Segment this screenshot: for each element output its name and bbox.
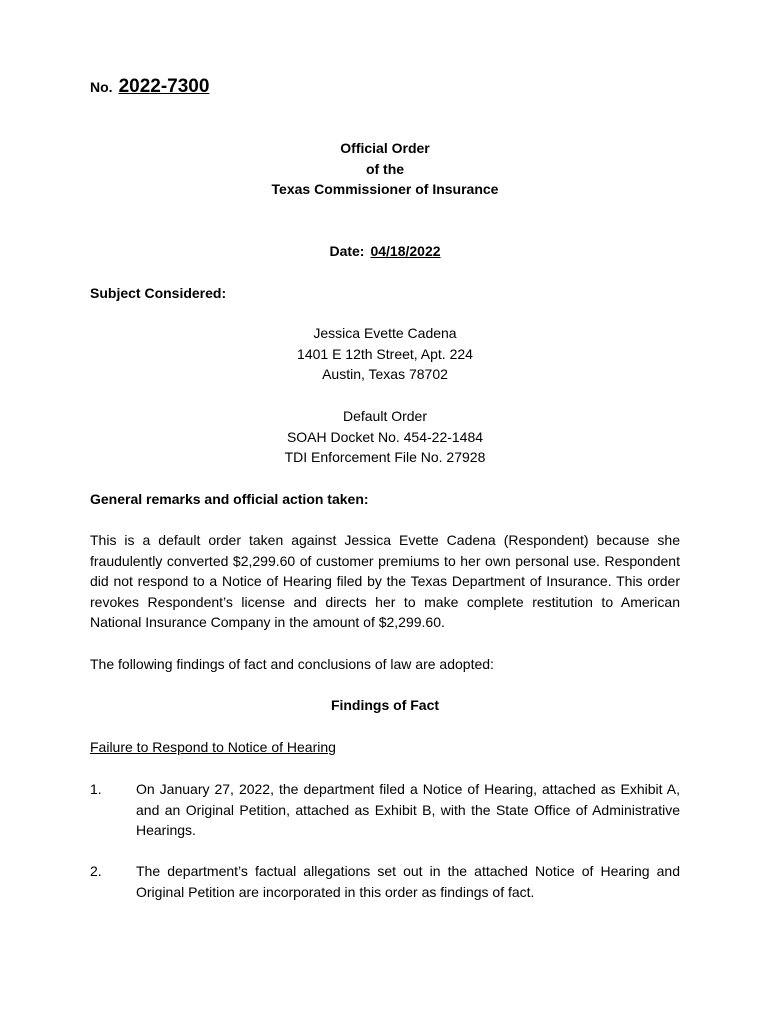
date-label: Date: bbox=[329, 243, 365, 259]
order-date bbox=[90, 241, 680, 262]
docket-info bbox=[90, 406, 680, 468]
title-line-3: Texas Commissioner of Insurance bbox=[271, 181, 499, 197]
remarks-paragraph-1: This is a default order taken against Jessica Evette Cadena (Respondent) because she fraudulently converted $2,299.60 of customer premiums to her own personal use. Respondent did not respond to a Notice of Hearing filed by the Texas Department of Insurance. This order revokes Respondent’s license and directs her to make complete restitution to American National Insurance Company in the amount of $2,299.60. bbox=[90, 532, 680, 630]
finding-item bbox=[90, 779, 680, 841]
subject-heading: Subject Considered: bbox=[90, 285, 227, 301]
date-value: 04/18/2022 bbox=[370, 243, 441, 259]
order-number-value: 2022-7300 bbox=[118, 76, 210, 97]
finding-number: 2. bbox=[90, 863, 102, 879]
soah-docket: SOAH Docket No. 454-22-1484 bbox=[286, 428, 484, 445]
remarks-heading: General remarks and official action taken: bbox=[90, 491, 369, 507]
respondent-name: Jessica Evette Cadena bbox=[313, 325, 457, 341]
order-type: Default Order bbox=[342, 408, 428, 424]
tdi-file: TDI Enforcement File No. 27928 bbox=[284, 449, 486, 465]
address-line-1: 1401 E 12th Street, Apt. 224 bbox=[297, 345, 473, 362]
remarks-paragraph-2: The following findings of fact and conclusions of law are adopted: bbox=[90, 656, 494, 672]
order-number bbox=[90, 77, 209, 98]
finding-text: The department’s factual allegations set out in the attached Notice of Hearing and Original Petition are incorporated in this order as findings of fact. bbox=[136, 863, 680, 900]
finding-number: 1. bbox=[90, 781, 102, 797]
findings-subsection: Failure to Respond to Notice of Hearing bbox=[90, 739, 336, 755]
order-number-label: No. bbox=[90, 79, 113, 95]
finding-item bbox=[90, 861, 680, 902]
order-title bbox=[90, 138, 680, 200]
address-line-2: Austin, Texas 78702 bbox=[322, 366, 448, 382]
title-line-1: Official Order bbox=[340, 140, 430, 156]
findings-heading: Findings of Fact bbox=[330, 697, 440, 713]
title-line-2: of the bbox=[365, 160, 405, 177]
finding-text: On January 27, 2022, the department filed a Notice of Hearing, attached as Exhibit A, and an Original Petition, attached as Exhibit B, with the State Office of Administrative Hearings. bbox=[136, 781, 680, 838]
respondent-address bbox=[90, 323, 680, 385]
